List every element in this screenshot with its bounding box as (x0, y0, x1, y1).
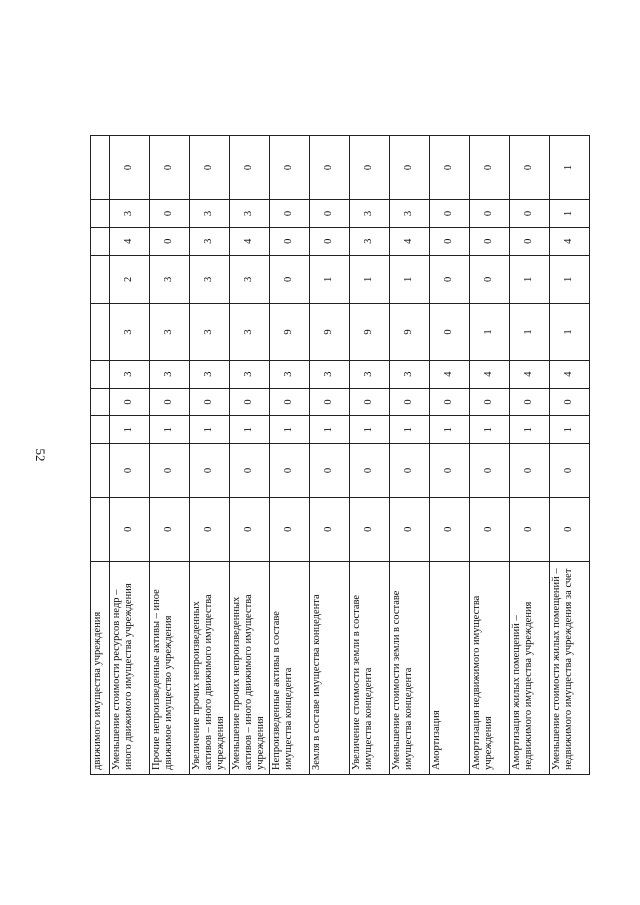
code-digit-cell: 0 (390, 497, 430, 561)
row-label: Уменьшение стоимости жилых помещений – недвижимого имущества учреждения за счет (550, 561, 590, 774)
code-digit-cell: 1 (310, 416, 350, 444)
code-digit-cell: 0 (470, 444, 510, 498)
code-digit-cell: 0 (510, 136, 550, 200)
code-digit-cell: 0 (230, 388, 270, 416)
page-number: 52 (33, 448, 48, 462)
code-digit-cell: 4 (510, 360, 550, 388)
code-digit-cell: 0 (430, 304, 470, 361)
code-digit-cell: 3 (190, 304, 230, 361)
code-digit-cell: 1 (350, 416, 390, 444)
code-digit-cell: 0 (350, 444, 390, 498)
table-row (110, 136, 150, 775)
code-digit-cell: 0 (270, 497, 310, 561)
code-digit-cell: 0 (270, 227, 310, 255)
code-digit-cell: 3 (350, 360, 390, 388)
row-label: Увеличение стоимости земли в составе имущества концедента (350, 561, 390, 774)
code-digit-cell: 1 (390, 416, 430, 444)
code-digit-cell: 9 (270, 304, 310, 361)
code-digit-cell: 3 (190, 255, 230, 303)
code-digit-cell: 0 (270, 200, 310, 228)
code-digit-cell: 0 (430, 136, 470, 200)
code-digit-cell: 3 (390, 200, 430, 228)
row-label: Непроизведенные активы в составе имущества концедента (270, 561, 310, 774)
code-digit-cell: 0 (310, 200, 350, 228)
code-digit-cell: 0 (510, 444, 550, 498)
code-digit-cell: 1 (310, 255, 350, 303)
code-digit-cell: 0 (230, 136, 270, 200)
table-cell (91, 416, 110, 444)
row-label: Амортизация жилых помещений – недвижимого имущества учреждения (510, 561, 550, 774)
code-digit-cell: 3 (150, 304, 190, 361)
code-digit-cell: 9 (390, 304, 430, 361)
code-digit-cell: 3 (150, 360, 190, 388)
code-digit-cell: 4 (550, 227, 590, 255)
code-digit-cell: 3 (230, 360, 270, 388)
code-digit-cell: 0 (470, 227, 510, 255)
code-digit-cell: 1 (230, 416, 270, 444)
code-digit-cell: 1 (550, 200, 590, 228)
code-digit-cell: 1 (270, 416, 310, 444)
table-row (230, 136, 270, 775)
row-label: Амортизация (430, 561, 470, 774)
code-digit-cell: 0 (150, 444, 190, 498)
code-digit-cell: 1 (510, 416, 550, 444)
code-digit-cell: 0 (430, 255, 470, 303)
code-digit-cell: 0 (310, 227, 350, 255)
table-cell (91, 388, 110, 416)
document-page (90, 135, 575, 775)
table-row (270, 136, 310, 775)
table-row (510, 136, 550, 775)
code-digit-cell: 3 (390, 360, 430, 388)
code-digit-cell: 0 (470, 136, 510, 200)
table-cell (91, 444, 110, 498)
code-digit-cell: 0 (310, 388, 350, 416)
code-digit-cell: 0 (270, 136, 310, 200)
code-digit-cell: 1 (350, 255, 390, 303)
code-digit-cell: 0 (550, 444, 590, 498)
code-digit-cell: 0 (270, 388, 310, 416)
code-digit-cell: 0 (230, 497, 270, 561)
code-digit-cell: 1 (470, 416, 510, 444)
code-digit-cell: 0 (110, 497, 150, 561)
code-digit-cell: 0 (470, 497, 510, 561)
table-cell (91, 360, 110, 388)
code-digit-cell: 0 (150, 227, 190, 255)
code-digit-cell: 9 (350, 304, 390, 361)
code-digit-cell: 4 (470, 360, 510, 388)
code-digit-cell: 3 (310, 360, 350, 388)
code-digit-cell: 0 (150, 388, 190, 416)
table-cell (91, 497, 110, 561)
code-digit-cell: 4 (430, 360, 470, 388)
row-label: Уменьшение стоимости земли в составе имущества концедента (390, 561, 430, 774)
code-digit-cell: 0 (310, 444, 350, 498)
code-digit-cell: 4 (230, 227, 270, 255)
code-digit-cell: 4 (110, 227, 150, 255)
row-label: Прочие непроизведенные активы – иное движимое имущество учреждения (150, 561, 190, 774)
code-digit-cell: 0 (430, 388, 470, 416)
code-digit-cell: 1 (430, 416, 470, 444)
row-label: Уменьшение стоимости ресурсов недр – иного движимого имущества учреждения (110, 561, 150, 774)
row-label: Амортизация недвижимого имущества учреждения (470, 561, 510, 774)
code-digit-cell: 3 (150, 255, 190, 303)
table-cell (91, 227, 110, 255)
row-label: Земля в составе имущества концедента (310, 561, 350, 774)
code-digit-cell: 0 (510, 388, 550, 416)
code-digit-cell: 1 (470, 304, 510, 361)
code-digit-cell: 3 (230, 304, 270, 361)
code-digit-cell: 0 (190, 388, 230, 416)
code-digit-cell: 1 (110, 416, 150, 444)
table-row (550, 136, 590, 775)
table-row (91, 136, 110, 775)
code-digit-cell: 0 (270, 444, 310, 498)
code-digit-cell: 0 (190, 497, 230, 561)
code-digit-cell: 0 (550, 388, 590, 416)
table-cell (91, 304, 110, 361)
table-row (310, 136, 350, 775)
code-digit-cell: 1 (550, 416, 590, 444)
code-digit-cell: 3 (230, 255, 270, 303)
table-row (150, 136, 190, 775)
code-digit-cell: 0 (270, 255, 310, 303)
code-digit-cell: 3 (190, 200, 230, 228)
code-digit-cell: 0 (150, 497, 190, 561)
row-label: движимого имущества учреждения (91, 561, 110, 774)
code-digit-cell: 0 (110, 136, 150, 200)
code-digit-cell: 0 (190, 444, 230, 498)
code-digit-cell: 1 (550, 136, 590, 200)
table-row (390, 136, 430, 775)
code-digit-cell: 0 (510, 497, 550, 561)
code-digit-cell: 0 (150, 200, 190, 228)
row-label: Уменьшение прочих непроизведенных активов – иного движимого имущества учреждения (230, 561, 270, 774)
code-digit-cell: 0 (470, 388, 510, 416)
code-digit-cell: 3 (110, 200, 150, 228)
code-digit-cell: 1 (550, 255, 590, 303)
code-digit-cell: 0 (470, 200, 510, 228)
code-digit-cell: 3 (110, 304, 150, 361)
code-digit-cell: 1 (190, 416, 230, 444)
code-digit-cell: 0 (110, 444, 150, 498)
code-digit-cell: 0 (430, 200, 470, 228)
code-digit-cell: 1 (510, 255, 550, 303)
code-digit-cell: 4 (390, 227, 430, 255)
code-digit-cell: 0 (390, 444, 430, 498)
code-digit-cell: 0 (550, 497, 590, 561)
row-label: Увеличение прочих непроизведенных активов – иного движимого имущества учреждения (190, 561, 230, 774)
code-digit-cell: 0 (430, 444, 470, 498)
code-digit-cell: 1 (390, 255, 430, 303)
accounts-table (90, 135, 590, 775)
code-digit-cell: 1 (510, 304, 550, 361)
code-digit-cell: 0 (350, 388, 390, 416)
code-digit-cell: 1 (550, 304, 590, 361)
code-digit-cell: 0 (510, 227, 550, 255)
code-digit-cell: 9 (310, 304, 350, 361)
code-digit-cell: 0 (230, 444, 270, 498)
code-digit-cell: 3 (230, 200, 270, 228)
table-cell (91, 255, 110, 303)
code-digit-cell: 1 (150, 416, 190, 444)
code-digit-cell: 2 (110, 255, 150, 303)
code-digit-cell: 3 (190, 360, 230, 388)
code-digit-cell: 0 (310, 136, 350, 200)
code-digit-cell: 3 (350, 200, 390, 228)
code-digit-cell: 0 (430, 497, 470, 561)
table-cell (91, 200, 110, 228)
code-digit-cell: 0 (190, 136, 230, 200)
code-digit-cell: 0 (390, 388, 430, 416)
code-digit-cell: 3 (190, 227, 230, 255)
code-digit-cell: 0 (470, 255, 510, 303)
code-digit-cell: 0 (150, 136, 190, 200)
code-digit-cell: 0 (310, 497, 350, 561)
code-digit-cell: 0 (350, 136, 390, 200)
code-digit-cell: 4 (550, 360, 590, 388)
code-digit-cell: 0 (430, 227, 470, 255)
table-row (190, 136, 230, 775)
code-digit-cell: 0 (390, 136, 430, 200)
code-digit-cell: 0 (350, 497, 390, 561)
code-digit-cell: 0 (510, 200, 550, 228)
code-digit-cell: 0 (110, 388, 150, 416)
code-digit-cell: 3 (110, 360, 150, 388)
table-row (430, 136, 470, 775)
code-digit-cell: 3 (270, 360, 310, 388)
code-digit-cell: 3 (350, 227, 390, 255)
table-cell (91, 136, 110, 200)
table-row (470, 136, 510, 775)
table-row (350, 136, 390, 775)
